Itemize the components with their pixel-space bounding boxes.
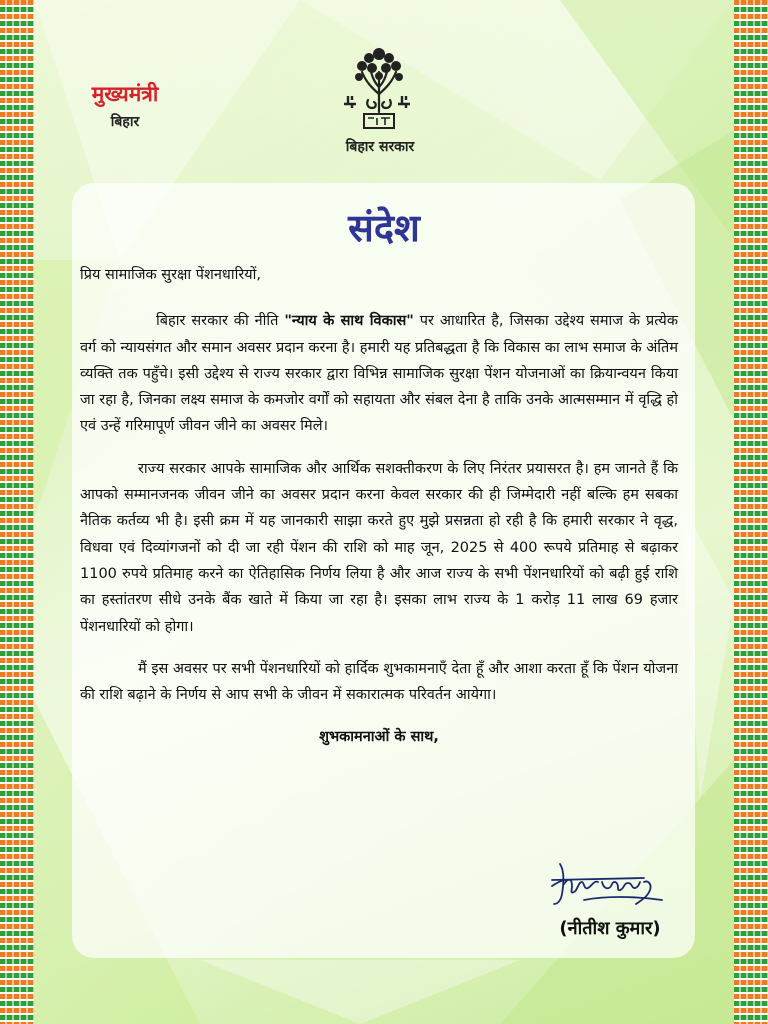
bihar-emblem-icon [344,42,414,132]
signature-icon [544,860,666,910]
cm-title: मुख्यमंत्री [91,82,159,106]
message-body [80,262,678,751]
policy-quote: "न्याय के साथ विकास" [284,313,414,330]
left-decorative-border [0,0,34,1024]
government-name: बिहार सरकार [345,139,415,155]
signer-name: (नीतीश कुमार) [559,918,661,939]
paragraph-2: राज्य सरकार आपके सामाजिक और आर्थिक सशक्तीकरण के लिए निरंतर प्रयासरत है। हम जानते हैं कि आपको सम्मानजनक जीवन जीने का अवसर प्रदान करना केवल सरकार की ही जिम्मेदारी नहीं बल्कि हम सबका नैतिक कर्तव्य भी है। इसी क्रम में यह जानकारी साझा करते हुए मुझे प्रसन्नता हो रही है कि हमारी सरकार ने वृद्ध, विधवा एवं दिव्यांगजनों को दी जा रही पेंशन की राशि को माह जून, 2025 से 400 रूपये प्रतिमाह से बढ़ाकर 1100 रुपये प्रतिमाह करने का ऐतिहासिक निर्णय लिया है और आज राज्य के सभी पेंशनधारियों को बढ़ी हुई राशि का हस्तांतरण सीधे उनके बैंक खाते में किया जा रहा है। इसका लाभ राज्य के 1 करोड़ 11 लाख 69 हजार पेंशनधारियों को होगा। [80,460,678,635]
chief-minister-block [80,80,170,131]
cm-state: बिहार [110,114,140,130]
greeting: प्रिय सामाजिक सुरक्षा पेंशनधारियों, [80,267,262,283]
paragraph-1-start: बिहार सरकार की नीति [156,313,285,330]
paragraph-1-rest: पर आधारित है, जिसका उद्देश्य समाज के प्रत्येक वर्ग को न्यायसंगत और समान अवसर प्रदान करना है। हमारी यह प्रतिबद्धता है कि विकास का लाभ समाज के अंतिम व्यक्ति तक पहुँचे। इसी उद्देश्य से राज्य सरकार द्वारा विभिन्न सामाजिक सुरक्षा पेंशन योजनाओं का क्रियान्वयन किया जा रहा है, जिनका लक्ष्य समाज के कमजोर वर्गों को सहायता और संबल देना है ताकि उनके आत्मसम्मान में वृद्धि हो एवं उन्हें गरिमापूर्ण जीवन जीने का अवसर मिले। [80,313,678,435]
paragraph-1 [80,308,678,439]
paragraph-3: मैं इस अवसर पर सभी पेंशनधारियों को हार्दिक शुभकामनाएँ देता हूँ और आशा करता हूँ कि पेंशन योजना की राशि बढ़ाने के निर्णय से आप सभी के जीवन में सकारात्मक परिवर्तन आयेगा। [80,660,678,704]
message-title: संदेश [348,206,420,250]
closing-line: शुभकामनाओं के साथ, [319,729,439,746]
right-decorative-border [734,0,768,1024]
